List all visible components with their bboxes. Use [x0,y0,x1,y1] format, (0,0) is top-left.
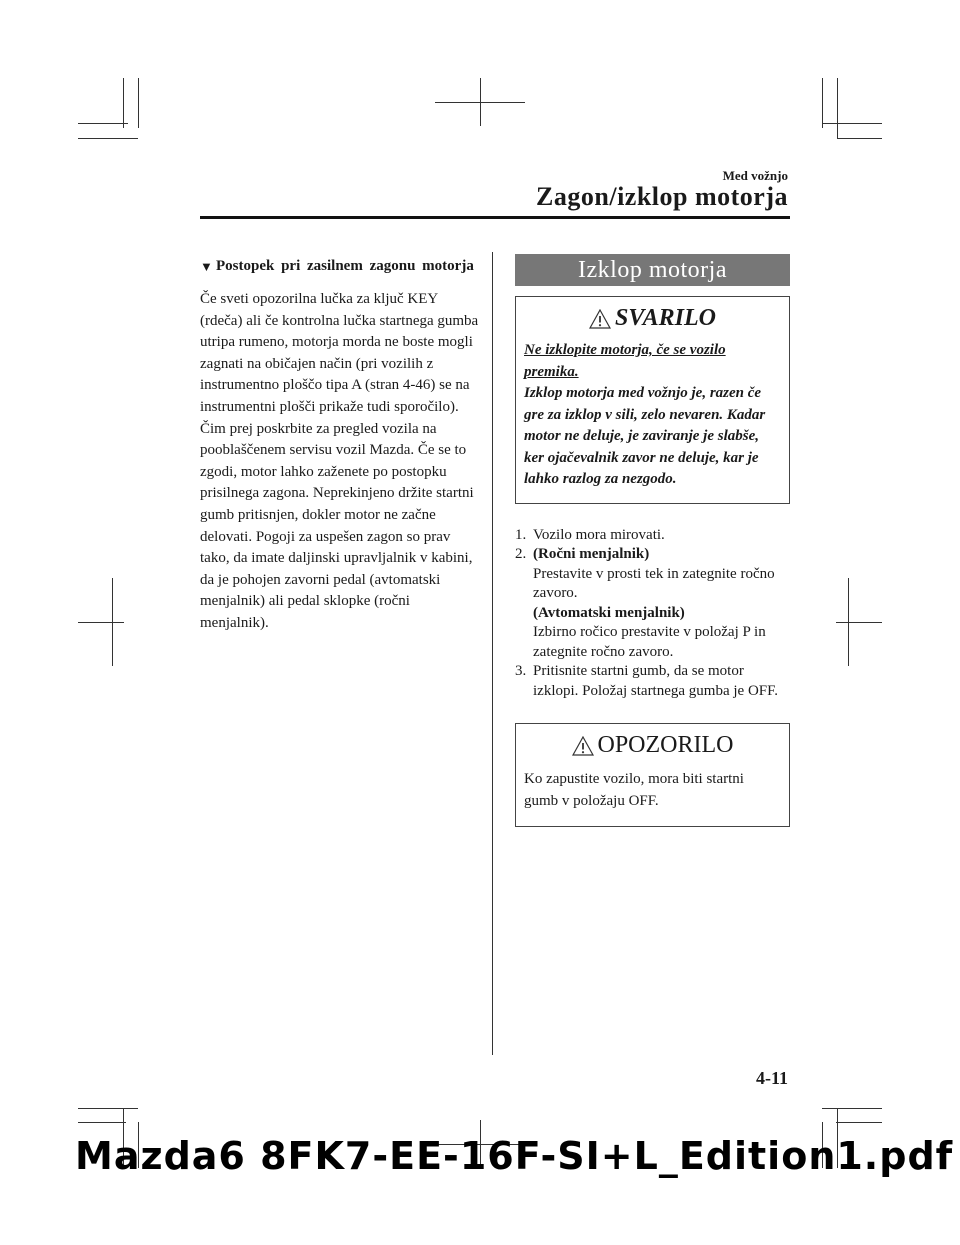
automatic-transmission-text: Izbirno ročico prestavite v položaj P in zategnite ročno zavoro. [533,624,766,660]
caution-box [515,723,790,827]
crop-mark [822,123,882,124]
warning-box [515,296,790,504]
crop-mark [78,1108,138,1109]
step-number: 1. [515,526,527,543]
step-text: Pritisnite startni gumb, da se motor izklopi. Položaj startnega gumba je OFF. [533,663,779,699]
crop-mark [836,1122,882,1123]
caution-title: OPOZORILO [597,732,734,758]
body-paragraph: Če sveti opozorilna lučka za ključ KEY (rdeča) ali če kontrolna lučka startnega gumba utripa rumeno, motorja morda ne boste mogli zagnati na običajen način (pri vozilih z instrumentno ploščo tipa A (stran 4-46) se na instrumentni plošči prikaže tudi sporočilo). Čim prej poskrbite za pregled vozila na pooblaščenem servisu vozil Mazda. Če se to zgodi, motor lahko zaženete po postopku prisilnega zagona. Neprekinjeno držite startni gumb pritisnjen, dokler motor ne začne delovati. Pogoji za uspešen zagon so prav tako, da imate daljinski upravljalnik v kabini, da je pohojen zavorni pedal (avtomatski menjalnik) ali pedal sklopke (ročni menjalnik). [200,291,479,631]
automatic-transmission-label: (Avtomatski menjalnik) [533,604,685,621]
subheading-text: Postopek pri zasilnem zagonu motorja [216,258,474,274]
caution-text: Ko zapustite vozilo, mora biti startni gumb v položaju OFF. [524,771,744,809]
warning-title: SVARILO [615,305,716,331]
crop-mark [123,78,124,128]
list-item [515,662,790,701]
section-label: Med vožnjo [722,168,788,183]
crop-mark [435,102,525,103]
manual-transmission-label: (Ročni menjalnik) [533,546,650,562]
crop-mark [822,1108,882,1109]
warning-text: Izklop motorja med vožnjo je, razen če gre za izklop v sili, zelo nevaren. Kadar motor ne deluje, je zaviranje je slabše, ker ojačevalnik zavor ne deluje, kar je lahko razlog za nezgodo. [524,385,766,487]
footer-filename: Mazda6 8FK7-EE-16F-SI+L_Edition1.pdf [75,1134,954,1178]
warning-lead: Ne izklopite motorja, če se vozilo premika. [524,342,726,380]
list-item [515,545,790,662]
crop-mark [836,622,882,623]
right-column [515,254,790,827]
left-column [200,256,482,635]
crop-mark [837,138,882,139]
manual-transmission-text: Prestavite v prosti tek in zategnite ročno zavoro. [533,565,775,601]
section-banner: Izklop motorja [515,254,790,286]
subheading [200,256,482,277]
crop-mark [78,138,138,139]
page-title: Zagon/izklop motorja [536,182,788,211]
page-number: 4-11 [755,1068,788,1088]
header-rule [200,216,790,219]
warning-triangle-icon [572,736,594,756]
crop-mark [78,1122,126,1123]
crop-mark [822,78,823,128]
crop-mark [78,123,128,124]
crop-mark [837,78,838,138]
step-number: 2. [515,546,527,562]
step-number: 3. [515,663,527,679]
step-text: Vozilo mora mirovati. [533,526,665,543]
crop-mark [138,78,139,128]
steps-list [515,526,790,702]
list-item [515,526,790,546]
column-divider [492,252,493,1055]
triangle-bullet-icon: ▼ [200,259,213,274]
warning-triangle-icon [589,309,611,329]
crop-mark [78,622,124,623]
